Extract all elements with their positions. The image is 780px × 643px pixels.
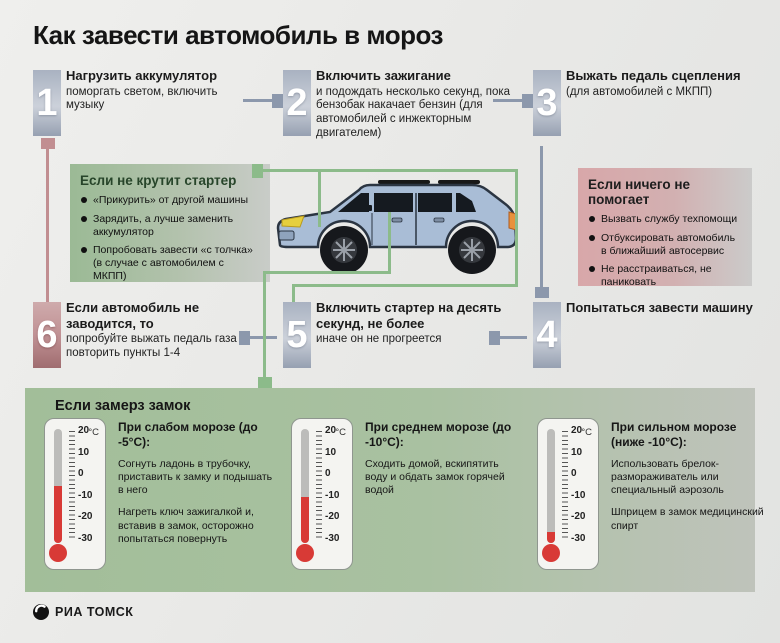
step-4-text	[566, 300, 761, 318]
connector-mid-horizontal	[263, 271, 391, 274]
arrowhead-right-icon	[272, 94, 283, 108]
arrow-step3-to-step4	[540, 146, 543, 288]
starter-fail-title: Если не крутит стартер	[80, 173, 237, 188]
step-2-title: Включить зажигание	[316, 68, 451, 83]
arrowhead-up-icon	[41, 138, 55, 149]
arrowhead-right-icon	[522, 94, 533, 108]
mercury-level	[54, 486, 62, 543]
step-6-desc: попробуйте выжать педаль газа и повторить пункты 1-4	[66, 333, 247, 359]
list-item: Зарядить, а лучше заменить аккумулятор	[80, 213, 260, 239]
step-5-title: Включить стартер на десять секунд, не более	[316, 300, 502, 331]
ria-tomsk-logo-icon	[33, 604, 49, 620]
step-5-desc: иначе он не прогреется	[316, 333, 442, 346]
starter-fail-box	[70, 164, 270, 282]
thermometer-mild-frost	[44, 418, 106, 570]
connector-door-handle	[388, 212, 391, 274]
arrowhead-left-icon	[252, 164, 263, 178]
medium-frost-title: При среднем морозе (до -10°С):	[365, 420, 512, 449]
step-1-desc: поморгать светом, включить музыку	[66, 85, 218, 112]
thermometer-scale: 20 10 0 -10 -20 -30	[78, 425, 93, 544]
step-3-text	[566, 68, 761, 99]
thermometer-scale: 20 10 0 -10 -20 -30	[571, 425, 586, 544]
connector-to-lock-panel	[263, 271, 266, 378]
thermometer-severe-frost	[537, 418, 599, 570]
footer	[33, 604, 133, 620]
arrowhead-left-icon	[239, 331, 250, 345]
step-2-number: 2	[283, 70, 311, 136]
connector-to-step5	[292, 284, 295, 302]
thermometer-bulb	[542, 544, 560, 562]
step-6-text	[66, 300, 251, 361]
arrowhead-down-icon	[258, 377, 272, 388]
frozen-lock-panel	[25, 388, 764, 592]
step-1-text	[66, 68, 244, 113]
step-1-title: Нагрузить аккумулятор	[66, 68, 218, 83]
arrowhead-left-icon	[489, 331, 500, 345]
thermometer-ticks	[316, 431, 322, 541]
thermometer-scale: 20 10 0 -10 -20 -30	[325, 425, 340, 544]
page-title: Как завести автомобиль в мороз	[33, 20, 443, 50]
thermometer-tube	[301, 429, 309, 543]
arrow-step1-to-step2	[243, 99, 273, 102]
severe-frost-tip: Шприцем в замок медицинский спирт	[611, 506, 764, 532]
step-4-title: Попытаться завести машину	[566, 300, 753, 315]
mercury-level	[547, 532, 555, 543]
thermometer-tube	[54, 429, 62, 543]
connector-bottom-horizontal	[292, 284, 518, 287]
severe-frost-title: При сильном морозе (ниже -10°С):	[611, 420, 737, 449]
thermometer-medium-frost	[291, 418, 353, 570]
step-3-title: Выжать педаль сцепления	[566, 68, 741, 83]
step-3-desc: (для автомобилей с МКПП)	[566, 85, 713, 98]
mild-frost-tip: Нагреть ключ зажигалкой и, вставив в замок, осторожно попытаться повернуть	[118, 506, 254, 545]
mercury-level	[301, 497, 309, 543]
list-item: Не расстраиваться, не паниковать	[588, 263, 742, 289]
mild-frost-advice	[118, 420, 276, 555]
thermometer-bulb	[296, 544, 314, 562]
step-6-number: 6	[33, 302, 61, 368]
list-item: Вызвать службу техпомощи	[588, 213, 742, 226]
step-2-text	[316, 68, 518, 141]
severe-frost-tip: Использовать брелок-размораживатель или специальный аэрозоль	[611, 458, 724, 497]
thermometer-bulb	[49, 544, 67, 562]
list-item: «Прикурить» от другой машины	[80, 194, 260, 207]
list-item: Попробовать завести «с толчка» (в случае с автомобилем с МКПП)	[80, 244, 260, 282]
car-illustration	[266, 168, 532, 294]
frozen-lock-header: Если замерз замок	[55, 398, 191, 414]
severe-frost-advice	[611, 420, 769, 542]
step-6-title: Если автомобиль не заводится, то	[66, 300, 200, 331]
nothing-helps-title: Если ничего не помогает	[588, 177, 691, 207]
mild-frost-title: При слабом морозе (до -5°С):	[118, 420, 258, 449]
celsius-unit: °C	[581, 427, 592, 438]
medium-frost-tip: Сходить домой, вскипятить воду и обдать замок горячей водой	[365, 458, 505, 497]
arrow-step6-to-step1	[46, 148, 49, 302]
connector-right-vertical	[515, 169, 518, 287]
starter-fail-list	[80, 194, 260, 283]
step-2-desc: и подождать несколько секунд, пока бензобак накачает бензин (для автомобилей с инжекторным двигателем)	[316, 85, 511, 139]
celsius-unit: °C	[88, 427, 99, 438]
thermometer-ticks	[69, 431, 75, 541]
nothing-helps-box	[578, 168, 752, 289]
arrowhead-down-icon	[535, 287, 549, 298]
step-1-number: 1	[33, 70, 61, 136]
connector-to-hood	[318, 169, 321, 227]
thermometer-ticks	[562, 431, 568, 541]
medium-frost-advice	[365, 420, 523, 506]
mild-frost-tip: Согнуть ладонь в трубочку, приставить к замку и подышать в него	[118, 458, 273, 497]
nothing-helps-list	[588, 213, 742, 289]
list-item: Отбуксировать автомобиль в ближайший автосервис	[588, 232, 742, 258]
step-5-number: 5	[283, 302, 311, 368]
arrow-step4-to-step5	[499, 336, 527, 339]
celsius-unit: °C	[335, 427, 346, 438]
brand-name: РИА ТОМСК	[55, 605, 134, 619]
connector-car-to-starter-box	[262, 169, 518, 172]
step-4-number: 4	[533, 302, 561, 368]
arrow-step2-to-step3	[493, 99, 523, 102]
thermometer-tube	[547, 429, 555, 543]
step-3-number: 3	[533, 70, 561, 136]
